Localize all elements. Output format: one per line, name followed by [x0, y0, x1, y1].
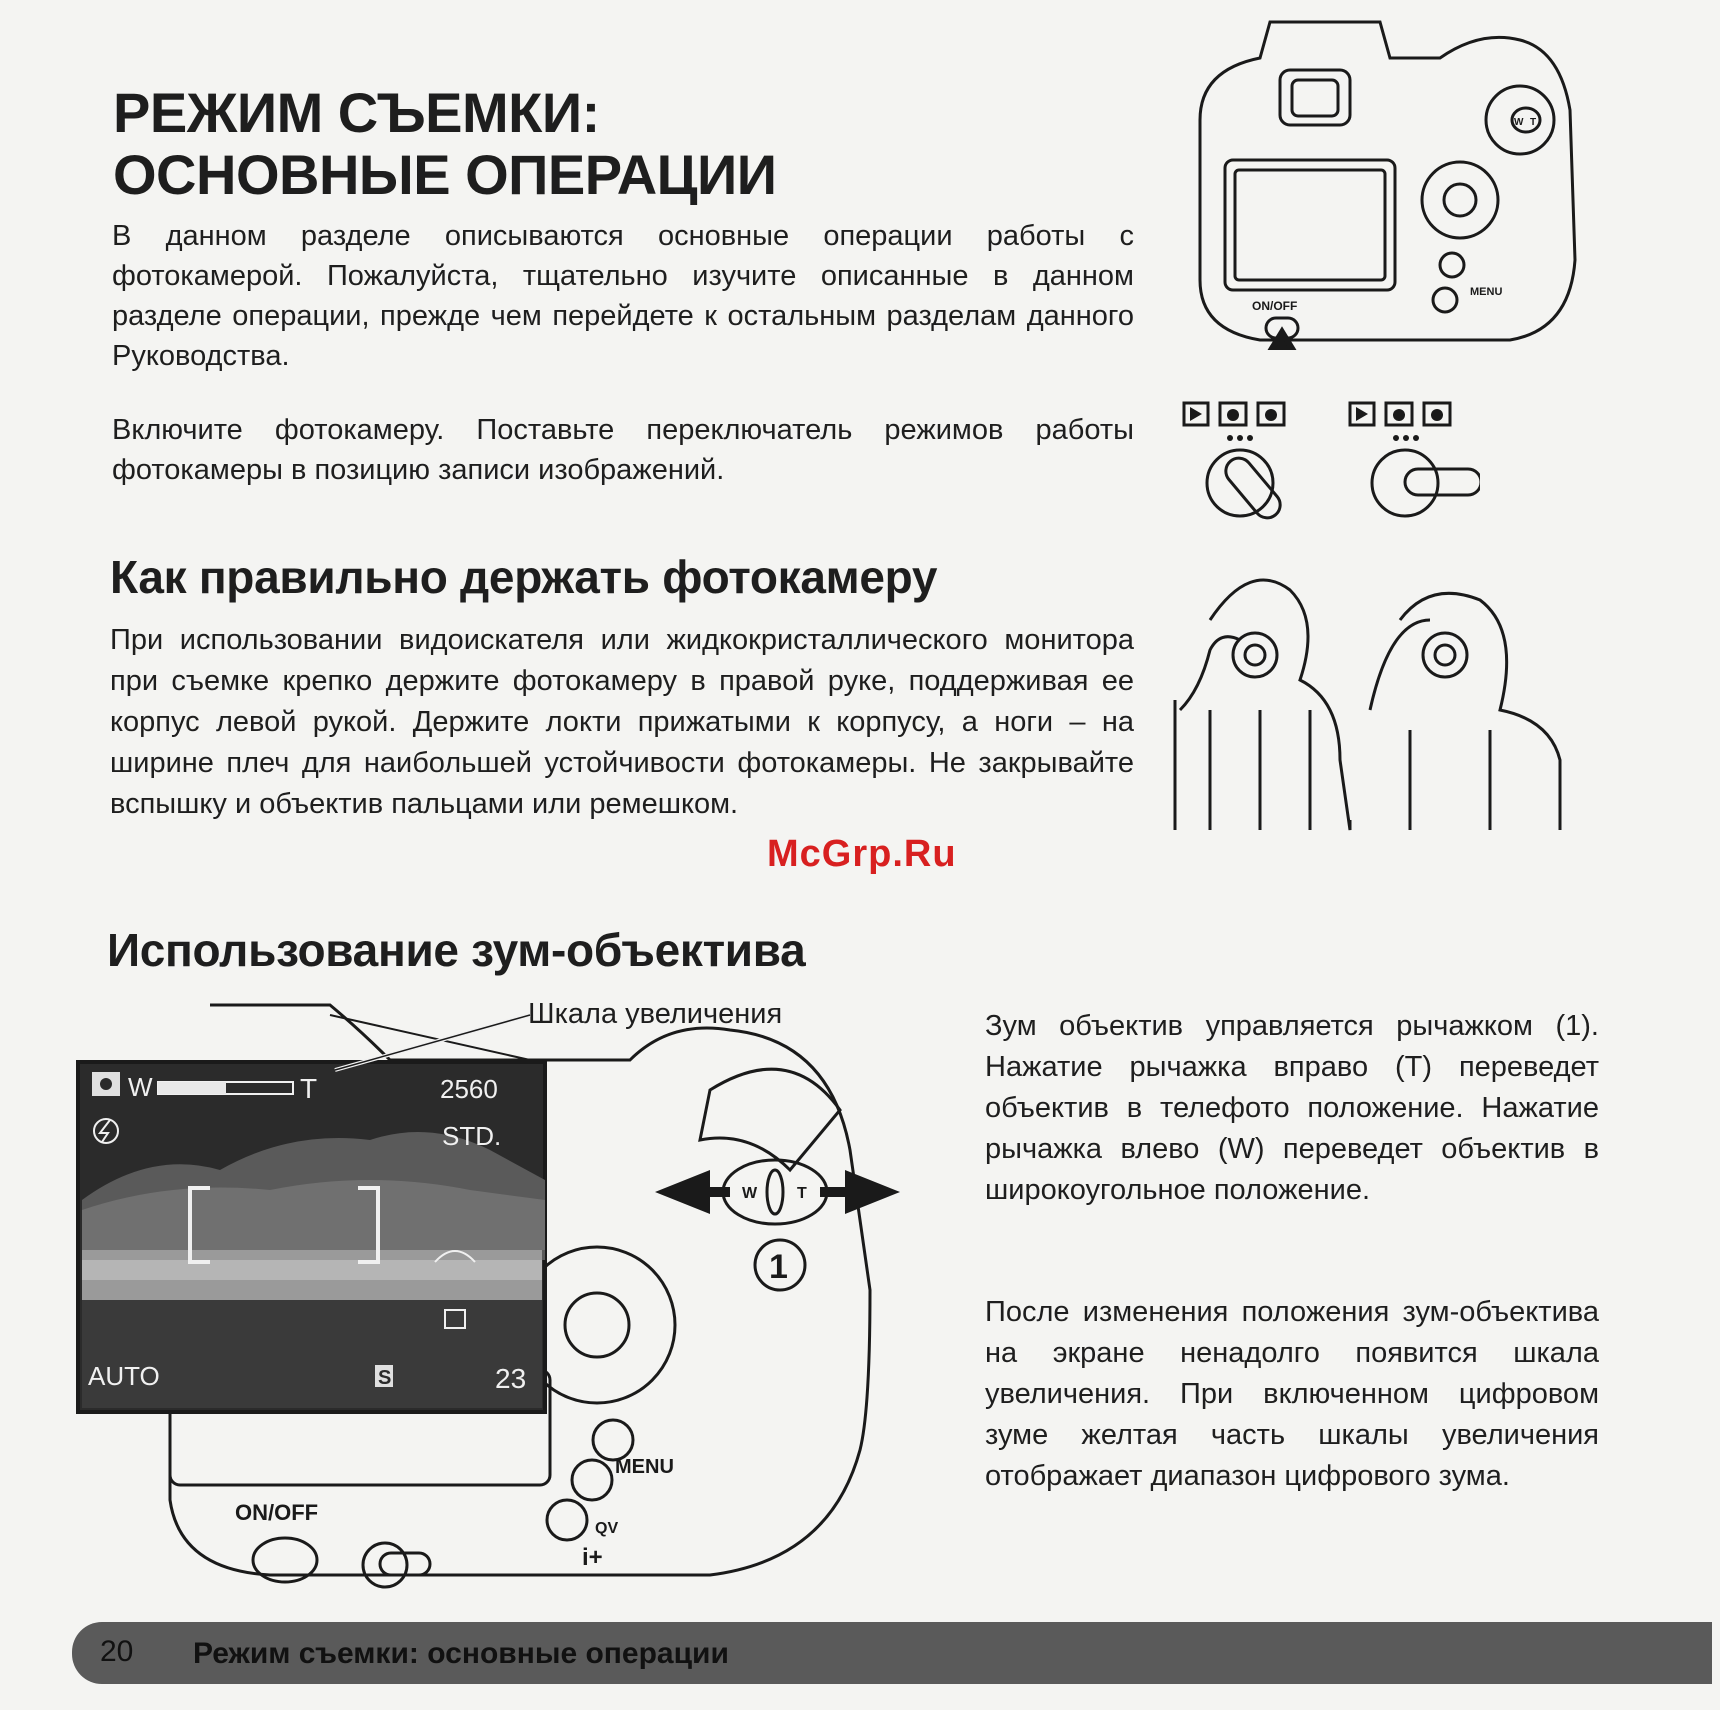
page-title: [113, 82, 777, 206]
mode-dial-large[interactable]: [363, 1543, 407, 1587]
holding-heading: Как правильно держать фотокамеру: [110, 551, 938, 603]
scale-callout-label: Шкала увеличения: [528, 998, 783, 1030]
menu-label-small: MENU: [1470, 286, 1503, 298]
page-number: 20: [100, 1635, 134, 1668]
intro-paragraph: В данном разделе описываются основные операции работы с фотокамерой. Пожалуйста, тщательно изучите описанные в данном разделе операции, прежде чем перейдете к остальным разделам данного Руководства.: [112, 220, 1134, 372]
lcd-resolution: 2560: [440, 1074, 498, 1104]
title-line-1: РЕЖИМ СЪЕМКИ:: [113, 81, 600, 144]
lever-number: 1: [769, 1248, 788, 1286]
arrow-right-icon: [845, 1170, 900, 1214]
arrow-left-icon: [655, 1170, 710, 1214]
lcd-size: S: [378, 1367, 392, 1389]
camera-back-illustration: [1180, 10, 1620, 350]
lcd-tele-label: T: [300, 1073, 318, 1104]
lcd-frames: 23: [495, 1363, 527, 1394]
w-label-small: W: [1514, 117, 1524, 128]
scale-paragraph: После изменения положения зум-объектива на экране ненадолго появится шкала увеличения. При включенном цифровом зуме желтая часть шкалы увеличения отображает диапазон цифрового зума.: [985, 1296, 1599, 1492]
watermark: McGrp.Ru: [767, 833, 957, 875]
footer-title: Режим съемки: основные операции: [193, 1637, 729, 1670]
holding-paragraph: При использовании видоискателя или жидкокристаллического монитора при съемке крепко держите фотокамеру в правой руке, поддерживая ее корпус левой рукой. Держите локти прижатыми к корпусу, а ноги – на ширине плеч для наибольшей устойчивости фотокамеры. Не закрывайте вспышку и объектив пальцами или ремешком.: [110, 624, 1134, 820]
on-off-label-small: ON/OFF: [1252, 299, 1298, 313]
zoom-paragraph: Зум объектив управляется рычажком (1). Нажатие рычажка вправо (T) переведет объектив в телефото положение. Нажатие рычажка влево (W) переведет объектив в широкоугольное положение.: [985, 1010, 1599, 1206]
title-line-2: ОСНОВНЫЕ ОПЕРАЦИИ: [113, 143, 777, 206]
on-off-label: ON/OFF: [235, 1500, 319, 1525]
menu-label: MENU: [615, 1456, 674, 1478]
lcd-screen: [78, 1062, 545, 1412]
mode-switch-dial[interactable]: [1207, 450, 1273, 516]
qv-label: QV: [595, 1520, 619, 1537]
t-label-small: T: [1530, 117, 1537, 128]
lcd-mode: AUTO: [88, 1361, 160, 1391]
lcd-wide-label: W: [128, 1072, 153, 1102]
w-label: W: [742, 1185, 758, 1202]
lcd-quality: STD.: [442, 1121, 502, 1151]
mode-switch-illustration: [1180, 395, 1480, 525]
camera-zoom-illustration: [70, 1000, 910, 1600]
info-label: i+: [582, 1544, 603, 1571]
holding-camera-illustration: [1170, 560, 1610, 900]
power-on-paragraph: Включите фотокамеру. Поставьте переключатель режимов работы фотокамеры в позицию записи изображений.: [112, 414, 1134, 486]
zoom-heading: Использование зум-объектива: [107, 924, 806, 976]
t-label: T: [797, 1185, 807, 1202]
